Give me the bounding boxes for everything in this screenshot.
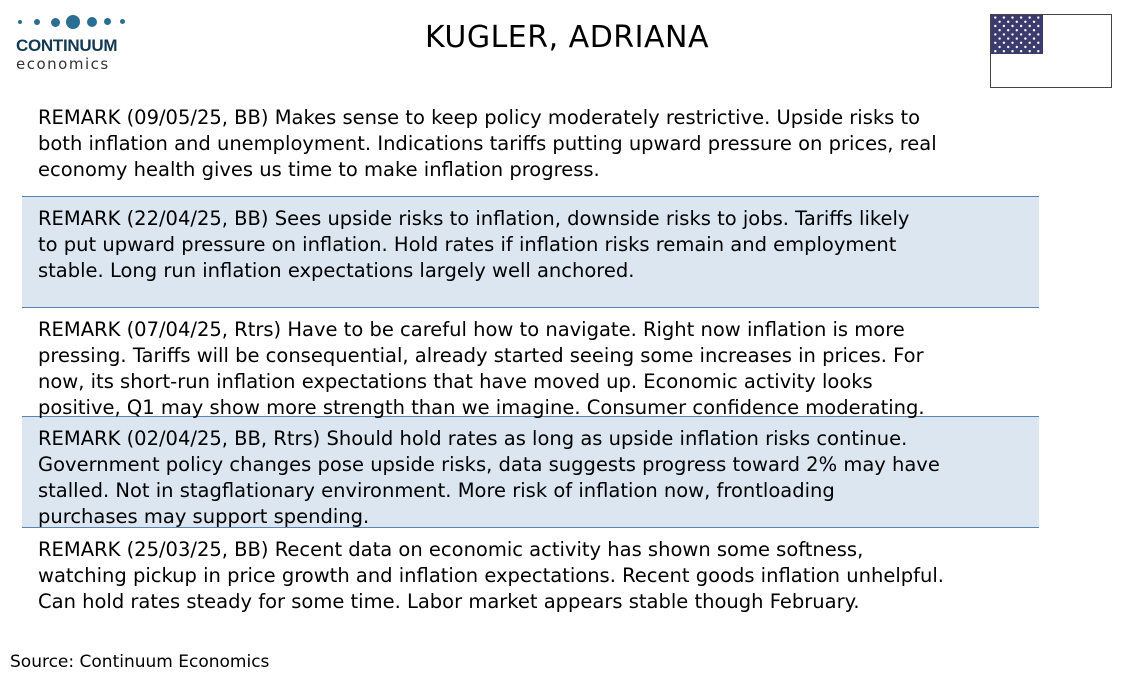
remark-item: REMARK (07/04/25, Rtrs) Have to be careful how to navigate. Right now inflation is more pressing. Tariffs will be consequential, already started seeing some increases in prices. For now, its short-run inflation expectations that have moved up. Economic activity looks positive, Q1 may show more strength than we imagine. Consumer confidence moderating.	[22, 308, 1039, 417]
remark-item: REMARK (02/04/25, BB, Rtrs) Should hold rates as long as upside inflation risks continue. Government policy changes pose upside risks, data suggests progress toward 2% may have stalled. Not in stagflationary environment. More risk of inflation now, frontloading purchases may support spending.	[22, 417, 1039, 528]
logo-subtitle: economics	[16, 55, 110, 73]
remark-item: REMARK (22/04/25, BB) Sees upside risks to inflation, downside risks to jobs. Tariffs likely to put upward pressure on inflation. Hold rates if inflation risks remain and employment stable. Long run inflation expectations largely well anchored.	[22, 197, 1039, 308]
remark-item: REMARK (09/05/25, BB) Makes sense to keep policy moderately restrictive. Upside risks to both inflation and unemployment. Indications tariffs putting upward pressure on prices, real economy health gives us time to make inflation progress.	[22, 96, 1039, 197]
us-flag-icon	[990, 14, 1112, 88]
remark-item: REMARK (25/03/25, BB) Recent data on economic activity has shown some softness, watching pickup in price growth and inflation expectations. Recent goods inflation unhelpful. Can hold rates steady for some time. Labor market appears stable though February.	[38, 538, 944, 613]
remarks-list	[22, 96, 1039, 628]
page-title: KUGLER, ADRIANA	[425, 20, 709, 55]
logo-wordmark: CONTINUUM	[16, 36, 118, 55]
source-note: Source: Continuum Economics	[10, 652, 270, 672]
